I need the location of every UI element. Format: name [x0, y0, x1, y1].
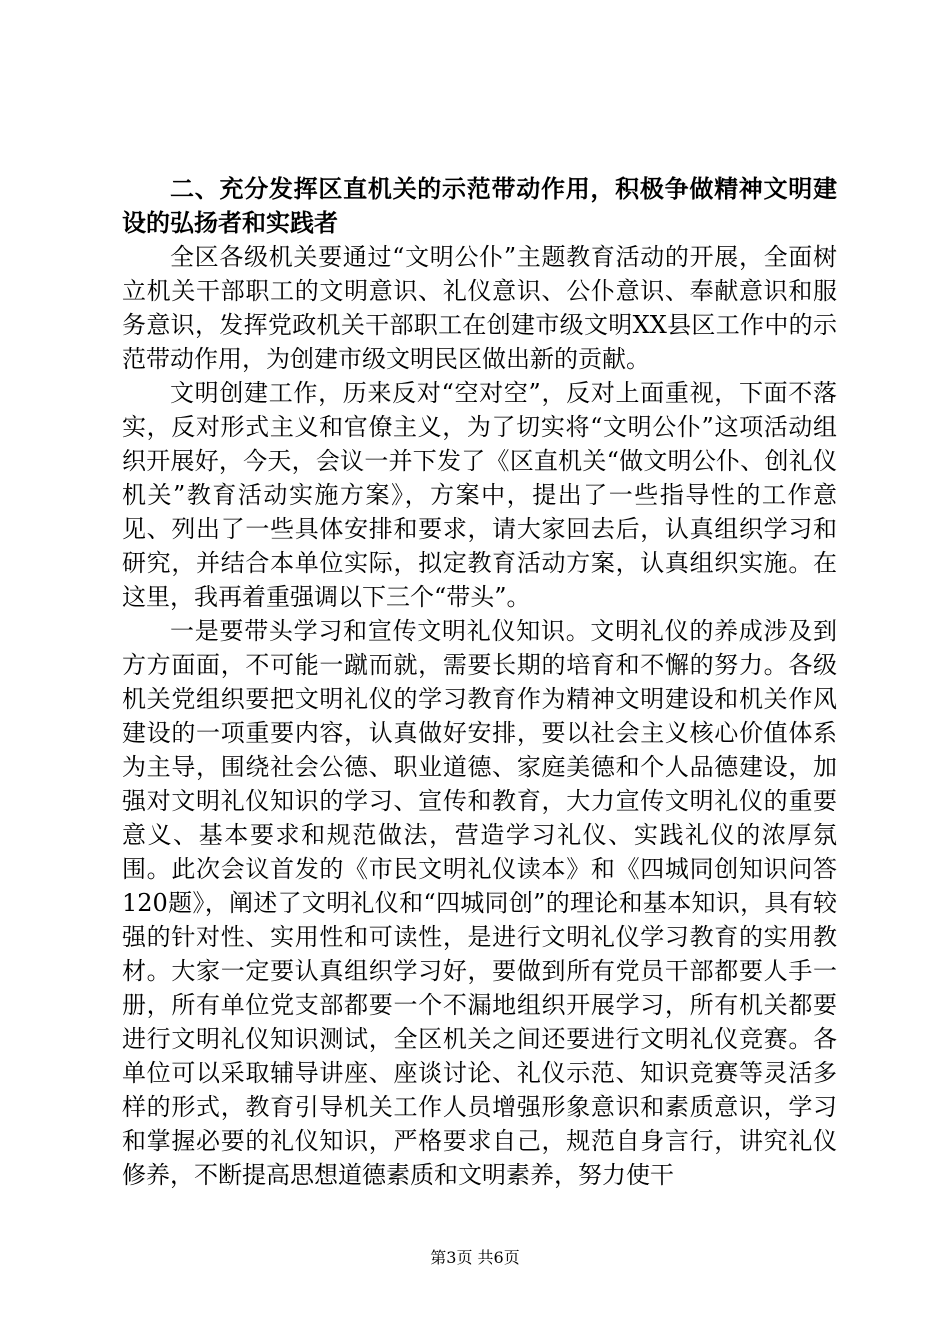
paragraph-3: 一是要带头学习和宣传文明礼仪知识。文明礼仪的养成涉及到方方面面，不可能一蹴而就，需要长期的培育和不懈的努力。各级机关党组织要把文明礼仪的学习教育作为精神文明建设和机关作风建设的一项重要内容，认真做好安排，要以社会主义核心价值体系为主导，围绕社会公德、职业道德、家庭美德和个人品德建设，加强对文明礼仪知识的学习、宣传和教育，大力宣传文明礼仪的重要意义、基本要求和规范做法，营造学习礼仪、实践礼仪的浓厚氛围。此次会议首发的《市民文明礼仪读本》和《四城同创知识问答120题》，阐述了文明礼仪和“四城同创”的理论和基本知识，具有较强的针对性、实用性和可读性，是进行文明礼仪学习教育的实用教材。大家一定要认真组织学习好，要做到所有党员干部都要人手一册，所有单位党支部都要一个不漏地组织开展学习，所有机关都要进行文明礼仪知识测试，全区机关之间还要进行文明礼仪竞赛。各单位可以采取辅导讲座、座谈讨论、礼仪示范、知识竞赛等灵活多样的形式，教育引导机关工作人员增强形象意识和素质意识，学习和掌握必要的礼仪知识，严格要求自己，规范自身言行，讲究礼仪修养，不断提高思想道德素质和文明素养，努力使干 — [122, 617, 837, 1189]
paragraph-1: 全区各级机关要通过“文明公仆”主题教育活动的开展，全面树立机关干部职工的文明意识、礼仪意识、公仆意识、奉献意识和服务意识，发挥党政机关干部职工在创建市级文明XX县区工作中的示范带动作用，为创建市级文明民区做出新的贡献。 — [122, 243, 837, 373]
paragraph-2: 文明创建工作，历来反对“空对空”，反对上面重视，下面不落实，反对形式主义和官僚主义，为了切实将“文明公仆”这项活动组织开展好，今天，会议一并下发了《区直机关“做文明公仆、创礼仪机关”教育活动实施方案》，方案中，提出了一些指导性的工作意见、列出了一些具体安排和要求，请大家回去后，认真组织学习和研究，并结合本单位实际，拟定教育活动方案，认真组织实施。在这里，我再着重强调以下三个“带头”。 — [122, 379, 837, 611]
section-heading: 二、充分发挥区直机关的示范带动作用，积极争做精神文明建设的弘扬者和实践者 — [122, 175, 837, 237]
page-number-footer: 第3页 共6页 — [430, 1248, 520, 1267]
document-body — [122, 172, 837, 1192]
